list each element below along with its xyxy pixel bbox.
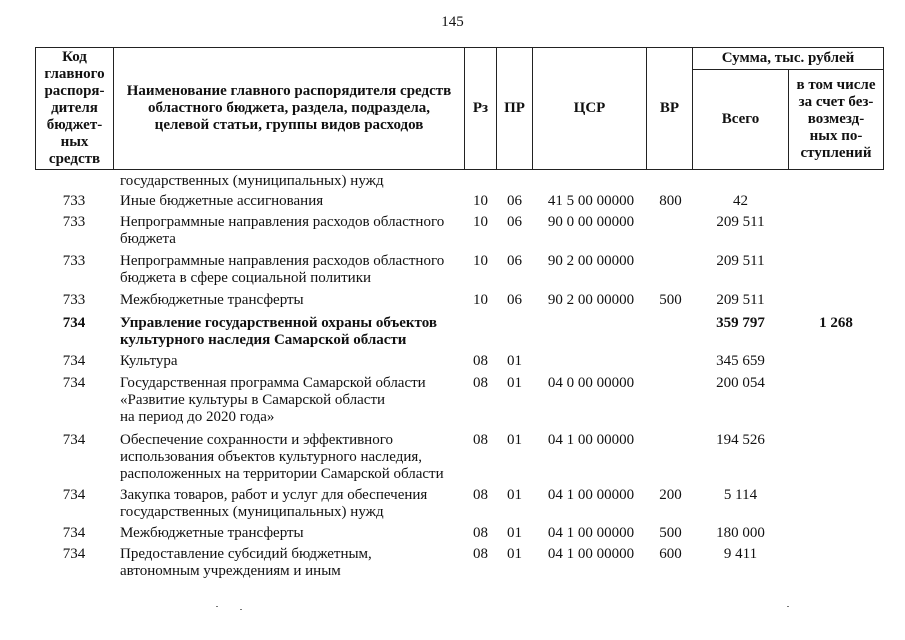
cell-code: 734 [62,353,86,369]
cell-csr: 04 1 00 00000 [547,546,635,562]
cell-name-line: Закупка товаров, работ и услуг для обеспечения [120,487,428,503]
cell-name [120,173,465,190]
cell-code: 734 [62,375,86,391]
cell-name-line: бюджета [120,231,176,247]
header-sum: Сумма, тыс. рублей [692,47,884,70]
cell-total: 209 511 [716,253,765,269]
cell-rz: 08 [473,487,488,503]
header-csr: ЦСР [532,47,647,170]
cell-name-line: государственных (муниципальных) нужд [120,504,384,520]
header-code-line: бюджет- [46,117,103,133]
cell-pr: 06 [507,253,522,269]
header-free-line: ступлений [800,145,872,161]
cell-total: 200 054 [716,375,765,391]
cell-pr: 06 [507,193,522,209]
cell-code: 734 [62,525,86,541]
cell-name-line: Межбюджетные трансферты [120,292,304,308]
cell-name [120,432,465,483]
cell-rz: 10 [473,253,488,269]
cell-code: 733 [62,214,86,230]
cell-name [120,253,465,287]
header-code-line: Код [62,49,87,65]
scan-speck [240,609,242,610]
cell-pr: 01 [507,353,522,369]
cell-total: 180 000 [716,525,765,541]
cell-pr: 01 [507,546,522,562]
cell-pr: 06 [507,214,522,230]
cell-code: 734 [62,432,86,448]
header-free [788,69,884,170]
cell-total: 209 511 [716,214,765,230]
header-code-line: средств [48,151,101,167]
cell-code: 734 [62,315,86,331]
cell-csr: 04 1 00 00000 [547,487,635,503]
header-free-line: ных по- [809,128,863,144]
header-name [113,47,465,170]
cell-code: 733 [62,193,86,209]
cell-name-line: использования объектов культурного наследия, [120,449,423,465]
cell-csr: 04 1 00 00000 [547,432,635,448]
cell-pr: 01 [507,525,522,541]
cell-rz: 08 [473,375,488,391]
cell-name [120,375,465,426]
cell-pr: 01 [507,487,522,503]
cell-name-line: на период до 2020 года» [120,409,275,425]
cell-rz: 08 [473,353,488,369]
header-name-line: областного бюджета, раздела, подраздела, [147,100,431,116]
cell-rz: 10 [473,292,488,308]
cell-name-line: Межбюджетные трансферты [120,525,304,541]
cell-vr: 200 [659,487,682,503]
cell-csr: 90 2 00 00000 [547,253,635,269]
header-rz: Рз [464,47,497,170]
cell-vr: 600 [659,546,682,562]
cell-name [120,546,465,580]
header-code-line: дителя [51,100,98,116]
cell-name [120,487,465,521]
cell-code: 733 [62,292,86,308]
cell-rz: 08 [473,432,488,448]
header-code-line: распоря- [44,83,105,99]
cell-name-line: Непрограммные направления расходов областного [120,253,445,269]
cell-pr: 01 [507,375,522,391]
header-code [35,47,114,170]
cell-csr: 90 0 00 00000 [547,214,635,230]
cell-name-line: Предоставление субсидий бюджетным, [120,546,372,562]
cell-free: 1 268 [819,315,853,331]
cell-name-line: культурного наследия Самарской области [120,332,407,348]
cell-name-line: бюджета в сфере социальной политики [120,270,372,286]
cell-name [120,525,465,542]
cell-vr: 500 [659,525,682,541]
cell-name [120,292,465,309]
cell-name-line: расположенных на территории Самарской области [120,466,444,482]
cell-csr: 90 2 00 00000 [547,292,635,308]
cell-name-line: Культура [120,353,178,369]
header-free-line: возмезд- [807,111,865,127]
header-pr: ПР [496,47,533,170]
scan-speck [216,606,218,607]
cell-vr: 800 [659,193,682,209]
cell-pr: 01 [507,432,522,448]
cell-total: 42 [733,193,748,209]
cell-name-line: Непрограммные направления расходов областного [120,214,445,230]
page-number: 145 [441,14,464,30]
cell-total: 5 114 [723,487,758,503]
cell-pr: 06 [507,292,522,308]
cell-total: 359 797 [716,315,765,331]
cell-name-line: «Развитие культуры в Самарской области [120,392,386,408]
cell-name-line: автономным учреждениям и иным [120,563,341,579]
cell-csr: 04 0 00 00000 [547,375,635,391]
cell-vr: 500 [659,292,682,308]
cell-code: 733 [62,253,86,269]
cell-name-line: Обеспечение сохранности и эффективного [120,432,393,448]
cell-name-line: Управление государственной охраны объектов [120,315,437,331]
header-code-line: ных [60,134,89,150]
header-free-line: в том числе [796,77,876,93]
cell-code: 734 [62,546,86,562]
cell-rz: 10 [473,193,488,209]
cell-csr: 41 5 00 00000 [547,193,635,209]
cell-rz: 08 [473,546,488,562]
cell-name [120,193,465,210]
cell-name [120,353,465,370]
header-total: Всего [692,69,789,170]
header-code-line: главного [44,66,105,82]
scan-speck [787,606,789,607]
cell-total: 209 511 [716,292,765,308]
cell-rz: 08 [473,525,488,541]
header-name-line: Наименование главного распорядителя средств [126,83,452,99]
cell-name-line: Государственная программа Самарской области [120,375,426,391]
cell-rz: 10 [473,214,488,230]
cell-name-line: государственных (муниципальных) нужд [120,173,384,189]
cell-name-line: Иные бюджетные ассигнования [120,193,324,209]
cell-total: 9 411 [723,546,758,562]
cell-csr: 04 1 00 00000 [547,525,635,541]
header-free-line: за счет без- [798,94,874,110]
header-vr: ВР [646,47,693,170]
cell-name [120,315,465,349]
header-name-line: целевой статьи, группы видов расходов [154,117,424,133]
cell-total: 194 526 [716,432,765,448]
cell-total: 345 659 [716,353,765,369]
cell-code: 734 [62,487,86,503]
cell-name [120,214,465,248]
